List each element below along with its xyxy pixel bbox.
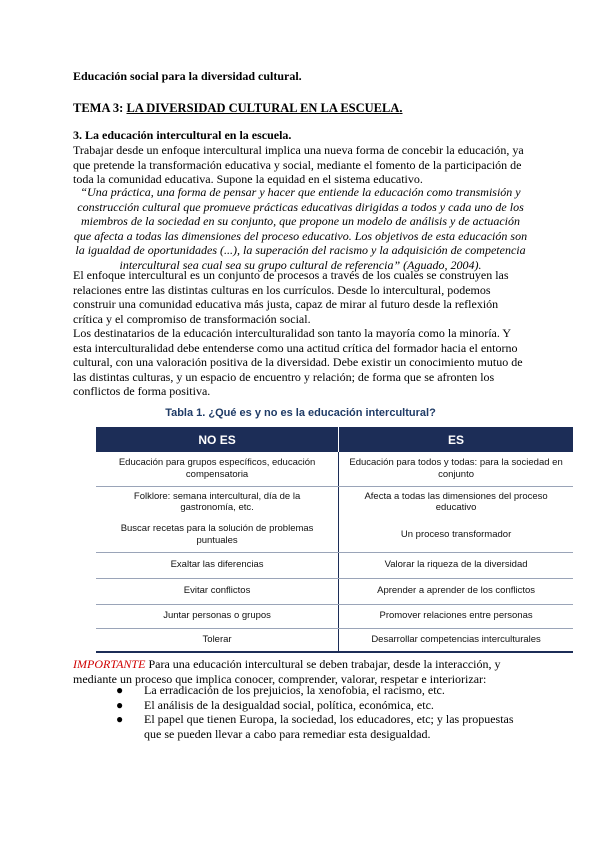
header-no-es: NO ES (96, 427, 339, 452)
tema-heading (73, 101, 403, 116)
tema-prefix: TEMA 3: (73, 101, 127, 115)
paragraph-enfoque: El enfoque intercultural es un conjunto de procesos a través de los cuales se construyen las relaciones entre las distintas culturas en los currículos. Desde lo intercultural, podemos construir una comunidad educativa más justa, capaz de mirar al futuro desde la reflexión crítica y el compromiso de transformación social. (73, 268, 509, 326)
cell-no-es: Juntar personas o grupos (96, 604, 339, 628)
list-item (116, 683, 516, 698)
table-row (96, 628, 573, 652)
list-item (116, 712, 516, 741)
table-row (96, 486, 573, 518)
important-text: Para una educación intercultural se deben trabajar, desde la interacción, y mediante un proceso que implica conocer, comprender, valorar, respetar e interiorizar: (73, 657, 501, 686)
quote-block: “Una práctica, una forma de pensar y hacer que entiende la educación como transmisión y construcción cultural que promueve prácticas educativas dirigidas a todos y cada uno de los miembros de la sociedad en su conjunto, que propone un modelo de análisis y de actuación que afecta a todas las dimensiones del proceso educativo. Los objetivos de esta educación son la igualdad de oportunidades (...), la superación del racismo y la adquisición de competencia intercultural sea cual sea su grupo cultural de referencia” (Aguado, 2004). (73, 185, 528, 272)
bullet-icon: ● (116, 712, 124, 727)
important-paragraph (73, 657, 528, 686)
cell-es: Un proceso transformador (339, 518, 573, 552)
header-es: ES (339, 427, 573, 452)
cell-es: Aprender a aprender de los conflictos (339, 578, 573, 604)
cell-es: Promover relaciones entre personas (339, 604, 573, 628)
table-caption: Tabla 1. ¿Qué es y no es la educación intercultural? (165, 407, 436, 419)
cell-es: Valorar la riqueza de la diversidad (339, 552, 573, 578)
document-title: Educación social para la diversidad cultural. (73, 69, 302, 83)
cell-no-es: Tolerar (96, 628, 339, 652)
cell-no-es: Exaltar las diferencias (96, 552, 339, 578)
comparison-table (96, 427, 573, 653)
cell-no-es: Evitar conflictos (96, 578, 339, 604)
section-heading: 3. La educación intercultural en la escuela. (73, 128, 292, 142)
bullet-icon: ● (116, 697, 124, 712)
table-row (96, 518, 573, 552)
list-item-text: El análisis de la desigualdad social, política, económica, etc. (144, 697, 434, 712)
paragraph-destinatarios: Los destinatarios de la educación interculturalidad son tanto la mayoría como la minoría. Y esta interculturalidad debe entenderse como una actitud crítica del formador hacia el entorno cultural, con una valoración positiva de la diversidad. Debe existir un conocimiento mutuo de las distintas culturas, y un espacio de encuentro y relación; de forma que se afronten los conflictos de forma positiva. (73, 326, 523, 399)
cell-es: Afecta a todas las dimensiones del proceso educativo (364, 490, 548, 514)
cell-no-es: Educación para grupos específicos, educación compensatoria (96, 452, 339, 486)
list-item (116, 698, 516, 713)
bullet-icon: ● (116, 683, 124, 697)
tema-title: LA DIVERSIDAD CULTURAL EN LA ESCUELA (126, 101, 400, 115)
important-label: IMPORTANTE (73, 657, 146, 671)
cell-no-es: Folklore: semana intercultural, día de la gastronomía, etc. (96, 486, 339, 518)
paragraph-intro: Trabajar desde un enfoque intercultural implica una nueva forma de concebir la educación, ya que pretende la transformación educativa y social, mediante el fomento de la participación de toda la comunidad educativa. Supone la equidad en el sistema educativo. (73, 143, 524, 187)
table-row (96, 452, 573, 486)
table-row (96, 604, 573, 628)
table-header-row (96, 427, 573, 452)
tema-suffix: . (399, 101, 403, 115)
bullet-list (116, 683, 516, 741)
table-row (96, 578, 573, 604)
list-item-text: El papel que tienen Europa, la sociedad, los educadores, etc; y las propuestas que se pueden llevar a cabo para remediar esta desigualdad. (144, 712, 514, 741)
list-item-text: La erradicación de los prejuicios, la xenofobia, el racismo, etc. (144, 683, 445, 697)
cell-no-es: Buscar recetas para la solución de problemas puntuales (96, 518, 339, 552)
cell-es: Educación para todos y todas: para la sociedad en conjunto (339, 452, 573, 486)
cell-es: Desarrollar competencias interculturales (339, 628, 573, 652)
table-row (96, 552, 573, 578)
